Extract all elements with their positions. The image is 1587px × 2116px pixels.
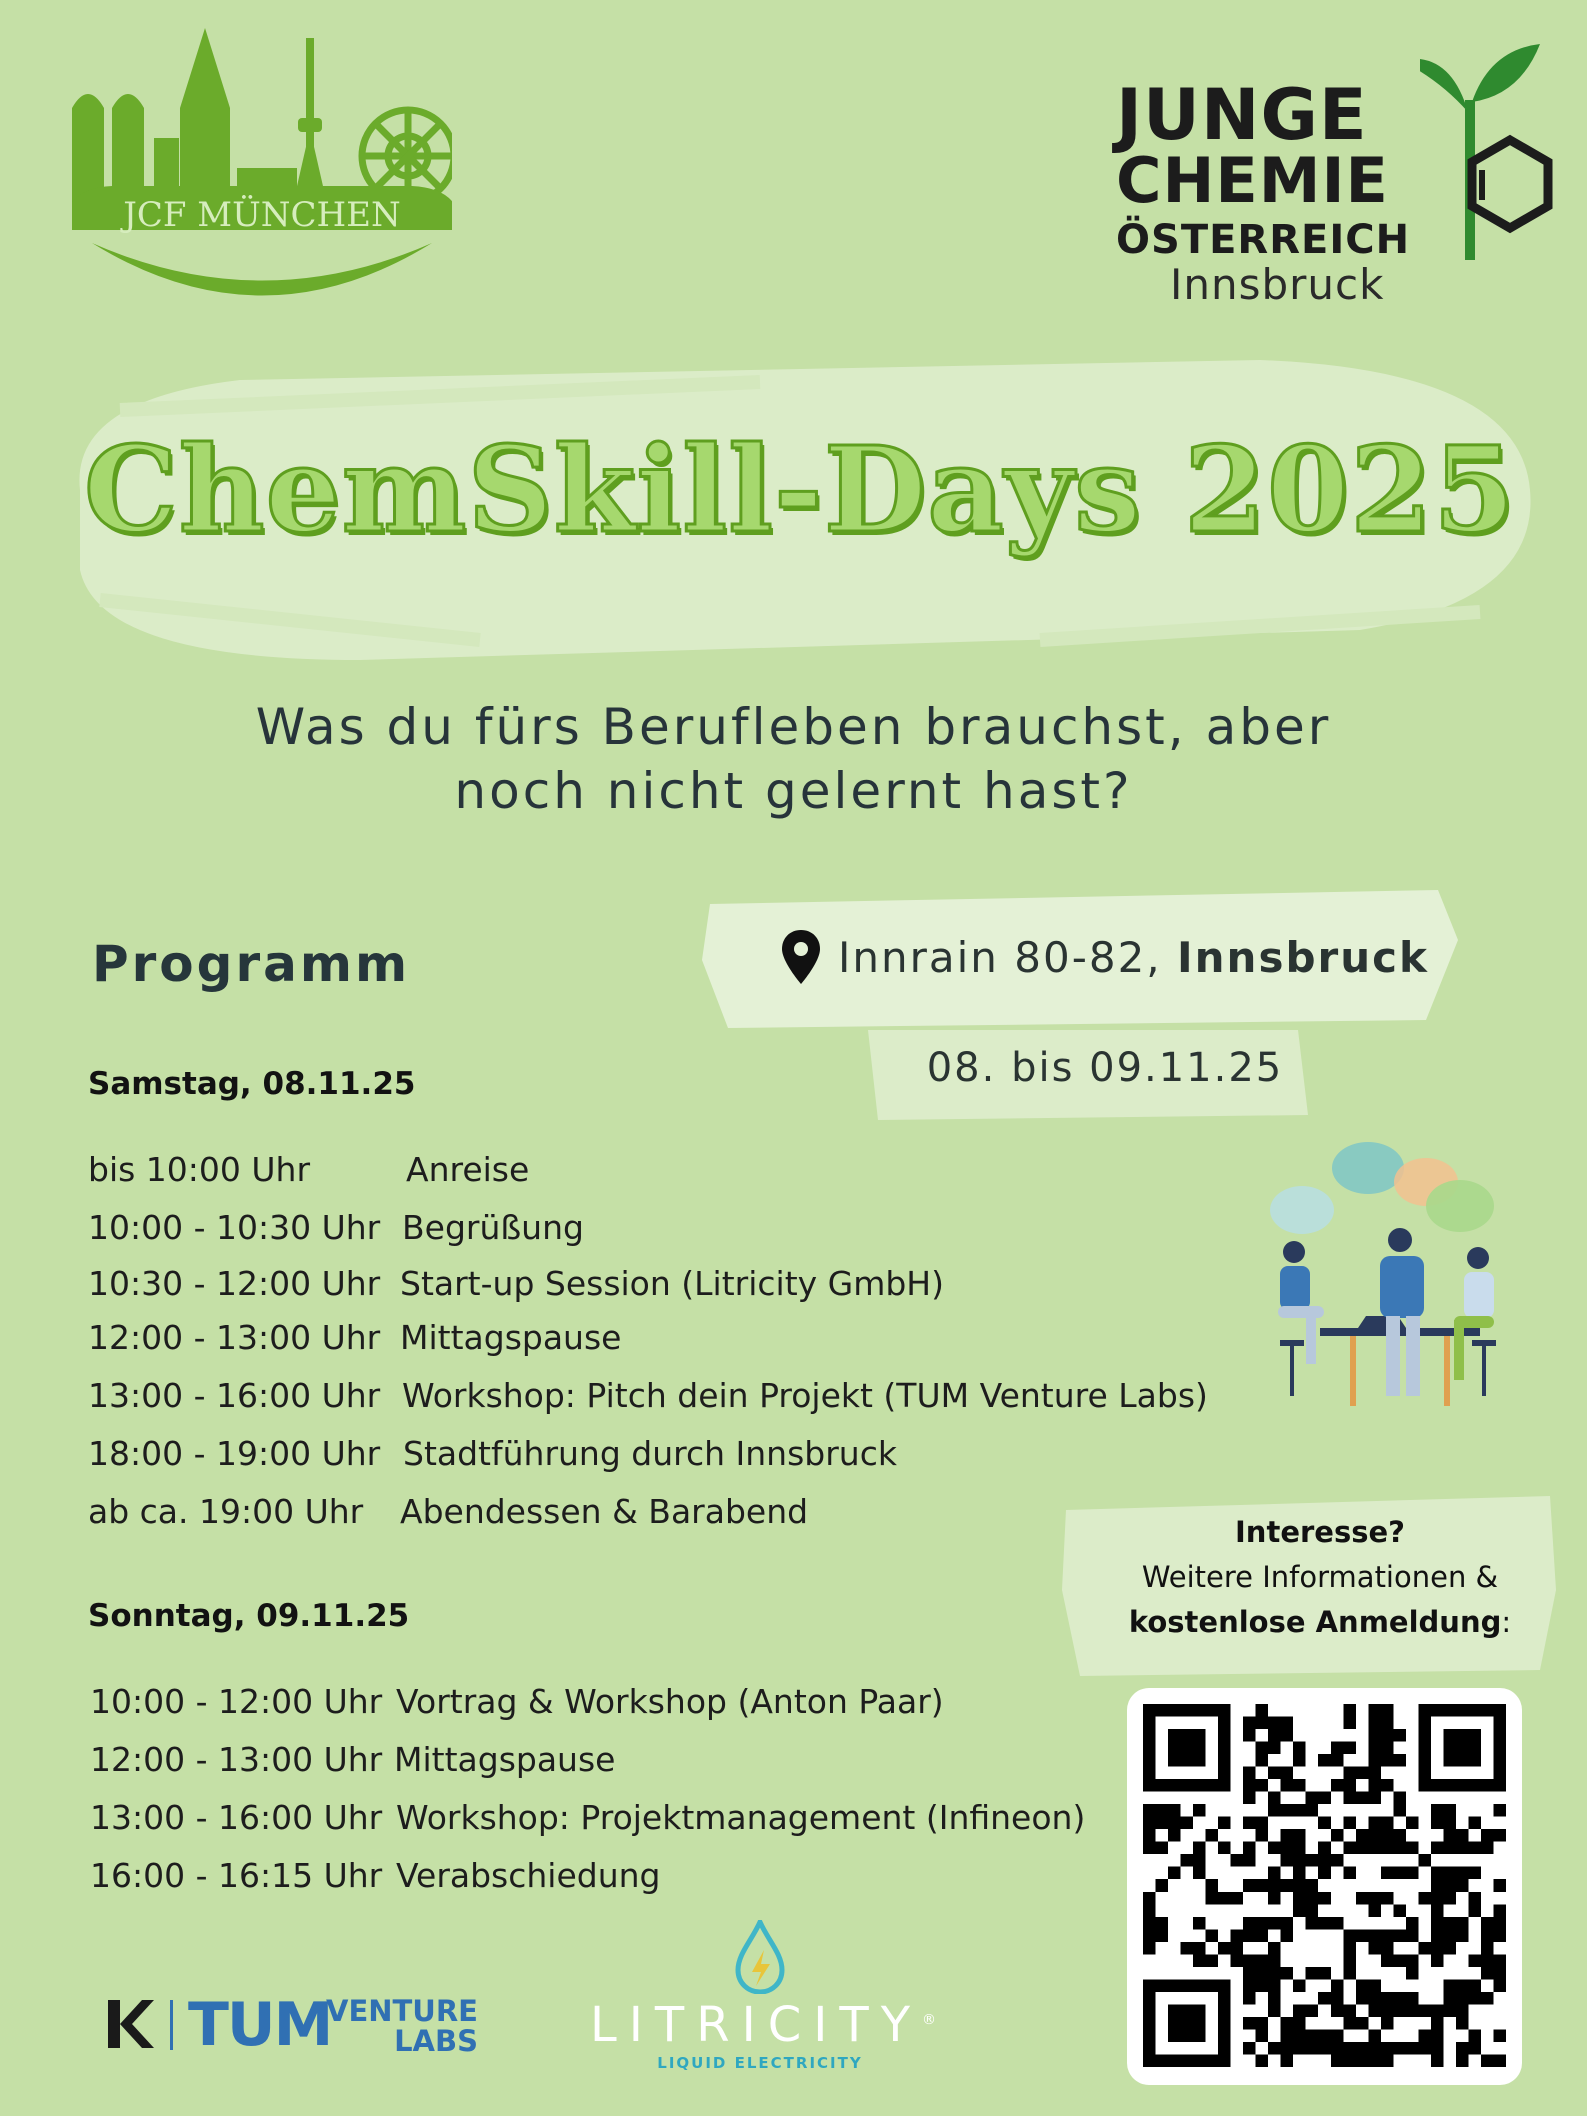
map-pin-icon (782, 930, 820, 984)
jcf-muenchen-logo (72, 18, 452, 318)
schedule-activity: Begrüßung (402, 1208, 584, 1247)
qr-code-card[interactable] (1127, 1688, 1522, 2085)
registration-qr-code[interactable] (1143, 1704, 1506, 2067)
schedule-time: 12:00 - 13:00 Uhr (88, 1318, 381, 1357)
jc-logo-oesterreich: ÖSTERREICH (1116, 217, 1411, 263)
schedule-time: 10:00 - 12:00 Uhr (90, 1682, 383, 1721)
unternehmertum-icon (104, 1996, 164, 2054)
day-heading-samstag: Samstag, 08.11.25 (88, 1066, 416, 1102)
schedule-activity: Anreise (406, 1150, 530, 1189)
event-title: ChemSkill-Days 2025 (83, 420, 1517, 559)
event-subtitle (100, 695, 1487, 823)
tum-venture-labs-logo (104, 1990, 484, 2060)
jcf-logo-text: JCF MÜNCHEN (123, 195, 401, 235)
litricity-logo (590, 1920, 950, 2080)
venture-text: VENTURE (326, 1994, 478, 2028)
subtitle-line-2: noch nicht gelernt hast? (454, 762, 1133, 820)
venture-labs-text (314, 1996, 478, 2056)
programm-heading: Programm (92, 935, 411, 993)
schedule-time: 16:00 - 16:15 Uhr (90, 1856, 383, 1895)
schedule-time: 10:00 - 10:30 Uhr (88, 1208, 381, 1247)
schedule-time: bis 10:00 Uhr (88, 1150, 311, 1189)
sprout-benzene-icon (1420, 40, 1560, 260)
schedule-activity: Vortrag & Workshop (Anton Paar) (396, 1682, 944, 1721)
logo-divider (170, 2000, 173, 2050)
tum-wordmark: TUM (188, 1990, 332, 2060)
litricity-tagline: LIQUID ELECTRICITY (657, 2054, 863, 2072)
interest-info-line: Weitere Informationen & (1141, 1560, 1499, 1594)
day-heading-sonntag: Sonntag, 09.11.25 (88, 1598, 410, 1634)
schedule-activity: Start-up Session (Litricity GmbH) (400, 1264, 945, 1303)
subtitle-line-1: Was du fürs Berufleben brauchst, aber (255, 698, 1332, 756)
schedule-time: 10:30 - 12:00 Uhr (88, 1264, 381, 1303)
water-drop-bolt-icon (734, 1920, 786, 1994)
schedule-activity: Verabschiedung (396, 1856, 661, 1895)
schedule-activity: Stadtführung durch Innsbruck (403, 1434, 897, 1473)
interest-heading: Interesse? (1235, 1515, 1405, 1549)
registration-colon: : (1501, 1605, 1512, 1639)
schedule-time: 13:00 - 16:00 Uhr (88, 1376, 381, 1415)
litricity-name: LITRICITY (590, 1997, 923, 2053)
schedule-activity: Mittagspause (394, 1740, 616, 1779)
registration-info (1065, 1510, 1575, 1645)
schedule-time: ab ca. 19:00 Uhr (88, 1492, 364, 1531)
event-date-range: 08. bis 09.11.25 (926, 1045, 1284, 1091)
location-address: Innrain 80-82, (838, 932, 1178, 982)
schedule-activity: Mittagspause (400, 1318, 622, 1357)
location-line (782, 930, 1429, 984)
registration-label: kostenlose Anmeldung (1128, 1605, 1502, 1639)
schedule-time: 18:00 - 19:00 Uhr (88, 1434, 381, 1473)
schedule-activity: Workshop: Pitch dein Projekt (TUM Venture Labs) (402, 1376, 1208, 1415)
jc-logo-chemie: CHEMIE (1116, 144, 1389, 217)
people-discussion-illustration (1240, 1140, 1540, 1420)
schedule-activity: Abendessen & Barabend (400, 1492, 809, 1531)
schedule-activity: Workshop: Projektmanagement (Infineon) (396, 1798, 1086, 1837)
litricity-wordmark (590, 1992, 937, 2053)
jc-logo-innsbruck: Innsbruck (1170, 260, 1385, 309)
junge-chemie-logo (1110, 40, 1550, 320)
location-city: Innsbruck (1177, 932, 1429, 982)
schedule-time: 13:00 - 16:00 Uhr (90, 1798, 383, 1837)
jc-logo-junge: JUNGE (1116, 74, 1368, 156)
labs-text: LABS (394, 2024, 478, 2058)
schedule-time: 12:00 - 13:00 Uhr (90, 1740, 383, 1779)
trademark-mark: ® (922, 2012, 937, 2028)
